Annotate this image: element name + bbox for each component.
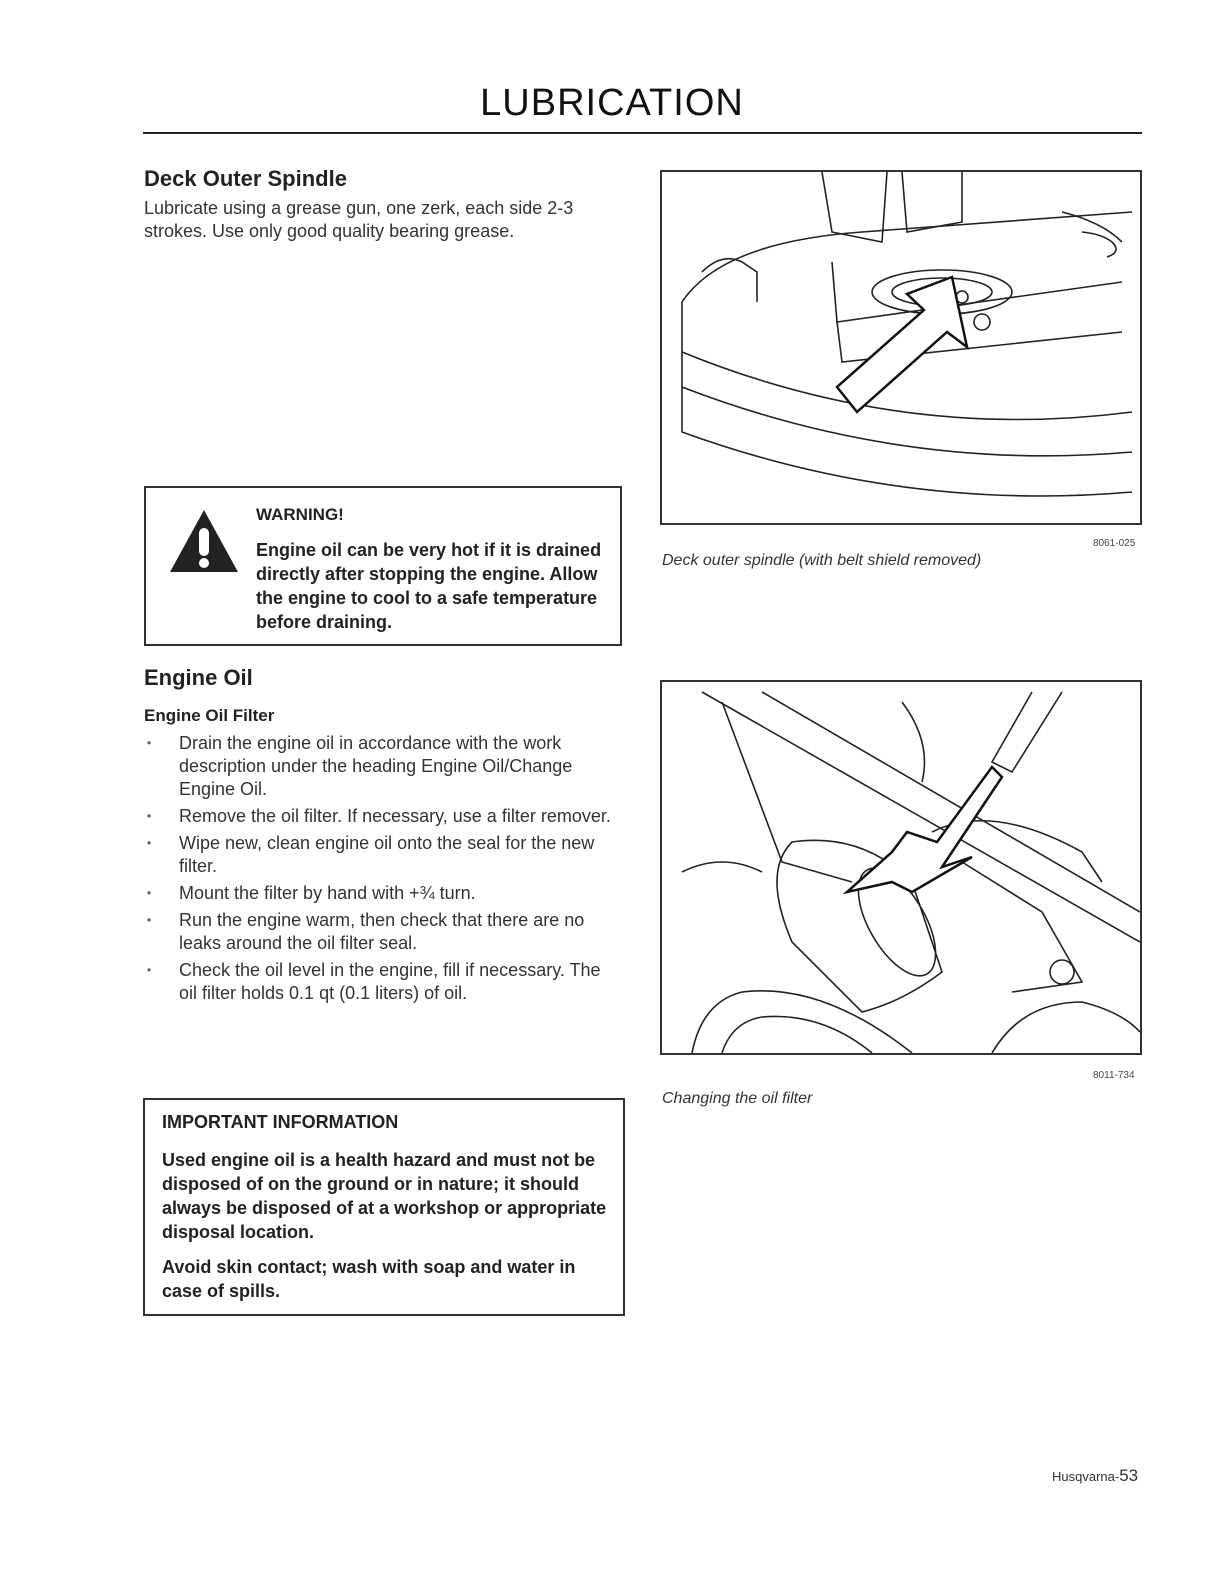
oil-filter-illustration xyxy=(662,682,1140,1053)
engine-oil-heading: Engine Oil xyxy=(144,665,253,690)
deck-spindle-figure xyxy=(660,170,1142,525)
page-title: LUBRICATION xyxy=(480,82,744,124)
list-item: • Drain the engine oil in accordance with the work description under the heading Engine Oil/Change Engine Oil. xyxy=(144,732,619,801)
important-info-title: IMPORTANT INFORMATION xyxy=(162,1112,399,1132)
figure1-code: 8061-025 xyxy=(1093,538,1136,549)
list-item: • Remove the oil filter. If necessary, use a filter remover. xyxy=(144,805,619,828)
figure2-code: 8011-734 xyxy=(1093,1070,1135,1081)
engine-oil-filter-steps xyxy=(144,732,619,1009)
list-item: • Mount the filter by hand with +¾ turn. xyxy=(144,882,619,905)
list-item: • Wipe new, clean engine oil onto the seal for the new filter. xyxy=(144,832,619,878)
list-item: • Run the engine warm, then check that there are no leaks around the oil filter seal. xyxy=(144,909,619,955)
title-rule xyxy=(143,132,1142,134)
page-number: 53 xyxy=(1119,1466,1139,1485)
warning-title: WARNING! xyxy=(256,505,344,524)
warning-triangle-icon xyxy=(168,508,240,574)
deck-text: Lubricate using a grease gun, one zerk, each side 2-3 strokes. Use only good quality bearing grease. xyxy=(144,198,574,241)
deck-spindle-illustration xyxy=(662,172,1140,523)
warning-text: Engine oil can be very hot if it is drained directly after stopping the engine. Allow the engine to cool to a safe temperature before draining. xyxy=(256,540,602,632)
figure1-caption: Deck outer spindle (with belt shield removed) xyxy=(662,552,982,569)
oil-filter-figure xyxy=(660,680,1142,1055)
engine-oil-filter-subheading: Engine Oil Filter xyxy=(144,706,275,725)
list-item: • Check the oil level in the engine, fill if necessary. The oil filter holds 0.1 qt (0.1 liters) of oil. xyxy=(144,959,619,1005)
important-info-para-1: Used engine oil is a health hazard and must not be disposed of on the ground or in nature; it should always be disposed of at a workshop or appropriate disposal location. xyxy=(162,1150,607,1242)
footer-brand: Husqvarna- xyxy=(1052,1469,1120,1484)
deck-heading: Deck Outer Spindle xyxy=(144,166,347,191)
figure2-caption: Changing the oil filter xyxy=(662,1090,813,1107)
important-info-para-2: Avoid skin contact; wash with soap and water in case of spills. xyxy=(162,1257,576,1301)
page-footer xyxy=(1052,1466,1138,1486)
